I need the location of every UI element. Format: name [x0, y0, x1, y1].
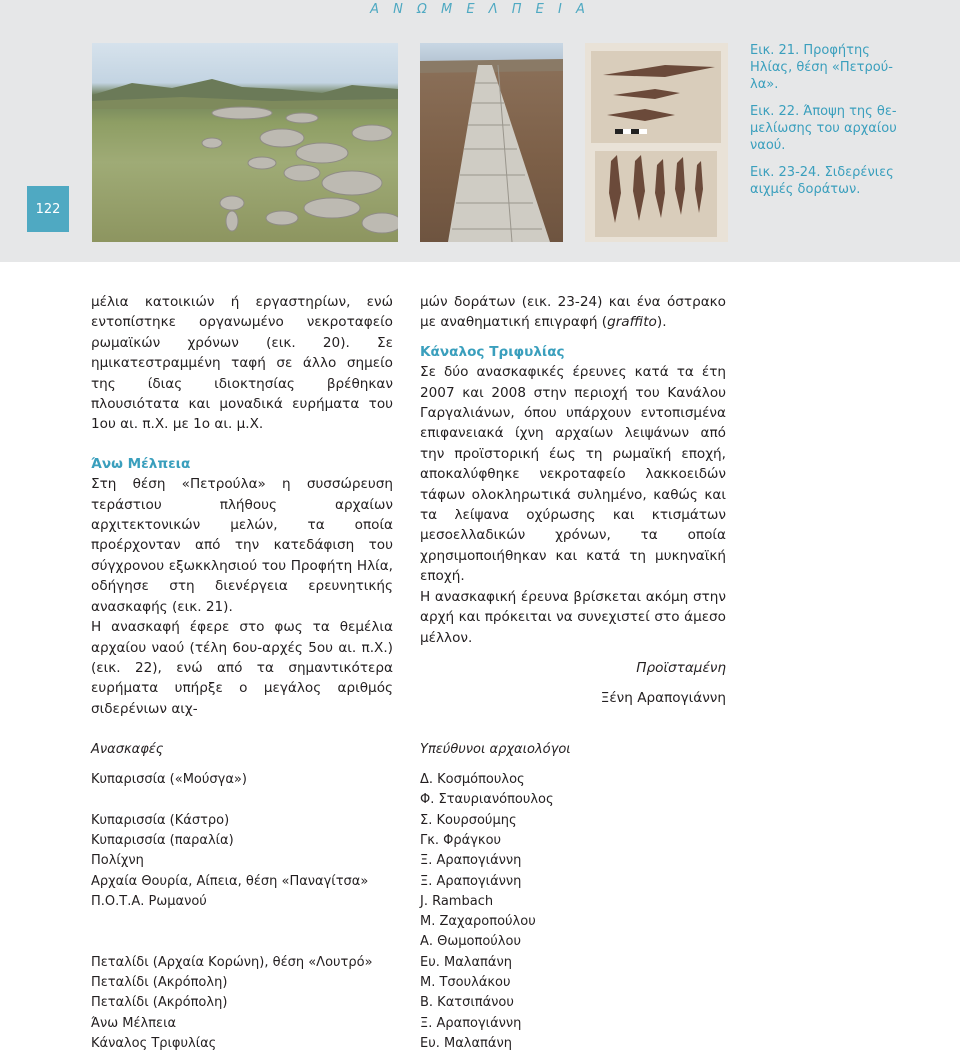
table-row: Ξ. Αραπογιάννη	[420, 873, 522, 889]
text-run: μών δοράτων (εικ. 23-24) και ένα όστρακο με αναθηματική επιγραφή (	[420, 294, 726, 331]
page-number: 122	[27, 186, 69, 232]
table-row: Πεταλίδι (Ακρόπολη)	[91, 995, 228, 1011]
table-row: Β. Κατσιπάνου	[420, 995, 514, 1011]
photo-petroula-site	[92, 43, 398, 242]
table-column-header: Ανασκαφές	[91, 742, 164, 757]
table-row: Ξ. Αραπογιάννη	[420, 1015, 522, 1031]
table-row: Κυπαρισσία («Μούσγα»)	[91, 772, 247, 787]
table-row: Κυπαρισσία (Κάστρο)	[91, 812, 230, 828]
landscape-illustration	[92, 43, 398, 242]
section-heading-ano-melpeia: Άνω Μέλπεια	[91, 455, 191, 472]
paragraph: Η ανασκαφική έρευνα βρίσκεται ακόμη στην αρχή και πρόκειται να συνεχιστεί στο άμεσο μέλλον.	[420, 588, 726, 646]
caption-fig-21: Εικ. 21. Προφήτης Ηλίας, θέση «Πετρού-λα».	[750, 43, 893, 92]
table-row: Α. Θωμοπούλου	[420, 934, 521, 950]
signature-name: Ξένη Αραπογιάννη	[600, 690, 726, 706]
table-row: Πεταλίδι (Αρχαία Κορώνη), θέση «Λουτρό»	[91, 954, 373, 970]
table-row: Δ. Κοσμόπουλος	[420, 772, 525, 787]
caption-fig-22: Εικ. 22. Άποψη της θε-μελίωσης του αρχαίου ναού.	[750, 104, 897, 153]
section-heading-kanalos: Κάναλος Τριφυλίας	[420, 343, 565, 360]
table-row: Γκ. Φράγκου	[420, 832, 502, 848]
table-row: Ευ. Μαλαπάνη	[420, 1035, 512, 1051]
figure-captions	[750, 42, 900, 208]
paragraph: μέλια κατοικιών ή εργαστηρίων, ενώ εντοπίστηκε οργανωμένο νεκροταφείο ρωμαϊκών χρόνων (εικ. 20). Σε ημικατεστραμμένη ταφή σε άλλο σημείο της ίδιας ιδιοκτησίας βρέθηκαν πλουσιότατα και μοναδικά ευρήματα του 1ου αι. π.Χ. με 1ο αι. μ.Χ.	[91, 294, 393, 433]
caption-fig-23-24: Εικ. 23-24. Σιδερένιες αιχμές δοράτων.	[750, 165, 894, 197]
table-row: Ξ. Αραπογιάννη	[420, 853, 522, 869]
photo-temple-foundation	[420, 43, 563, 242]
archaeologists-list	[420, 772, 720, 1062]
excavations-list	[91, 772, 411, 1062]
table-column-header: Υπεύθυνοι αρχαιολόγοι	[420, 742, 571, 757]
paragraph: Σε δύο ανασκαφικές έρευνες κατά τα έτη 2007 και 2008 στην περιοχή του Κανάλου Γαργαλιάνων, όπου υπάρχουν εντοπισμένα επιφανειακά ίχνη αρχαίων λειψάνων από την προϊστορική έως τη ρωμαϊκή εποχή, αποκαλύφθηκε νεκροταφείο λακκοειδών τάφων ολοκληρωτικά συλημένο, καθώς και τα λείψανα οχύρωσης και κτισμάτων μεσοελλαδικών χρόνων, τα οποία χρησιμοποιήθηκαν και κατά τη μυκηναϊκή εποχή.	[420, 364, 726, 585]
table-row: Μ. Τσουλάκου	[420, 975, 511, 990]
running-header: Α Ν Ω Μ Ε Λ Π Ε Ι Α	[370, 2, 590, 17]
paragraph	[420, 292, 726, 333]
text-column-right	[420, 292, 726, 648]
table-row: Σ. Κουρσούμης	[420, 812, 517, 828]
table-row: Άνω Μέλπεια	[91, 1015, 177, 1031]
text-run: ).	[656, 314, 667, 331]
table-head-archaeologists	[420, 742, 571, 757]
photo-iron-spearheads	[585, 43, 728, 242]
text-column-left	[91, 292, 393, 719]
table-row: Κυπαρισσία (παραλία)	[91, 832, 234, 848]
italic-term: graffito	[607, 314, 657, 331]
paragraph: Στη θέση «Πετρούλα» η συσσώρευση τεράστιου πλήθους αρχαίων αρχιτεκτονικών μελών, τα οποία προέρχονταν από την κατεδάφιση του σύγχρονου εξωκκλησιού του Προφήτη Ηλία, οδήγησε στη διενέργεια ερευνητικής ανασκαφής (εικ. 21).	[91, 476, 393, 615]
table-row: Φ. Σταυριανόπουλος	[420, 792, 554, 808]
foundation-illustration	[420, 43, 563, 242]
table-row: Μ. Ζαχαροπούλου	[420, 914, 536, 930]
table-row: Αρχαία Θουρία, Αίπεια, θέση «Παναγίτσα»	[91, 873, 369, 889]
spearheads-illustration	[585, 43, 728, 242]
table-head-excavations	[91, 742, 163, 757]
signature-role: Προϊσταμένη	[636, 660, 726, 676]
paragraph: Η ανασκαφή έφερε στο φως τα θεμέλια αρχαίου ναού (τέλη 6ου-αρχές 5ου αι. π.Χ.) (εικ. 22), ενώ από τα σημαντικότερα ευρήματα υπήρξε ο μεγάλος αριθμός σιδερένιων αιχ-	[91, 619, 393, 717]
table-row: Πεταλίδι (Ακρόπολη)	[91, 975, 228, 990]
table-row: Ευ. Μαλαπάνη	[420, 954, 512, 970]
table-row: Π.Ο.Τ.Α. Ρωμανού	[91, 893, 207, 909]
table-row: Κάναλος Τριφυλίας	[91, 1035, 217, 1051]
table-row: Πολίχνη	[91, 853, 144, 869]
table-row: J. Rambach	[420, 893, 494, 909]
